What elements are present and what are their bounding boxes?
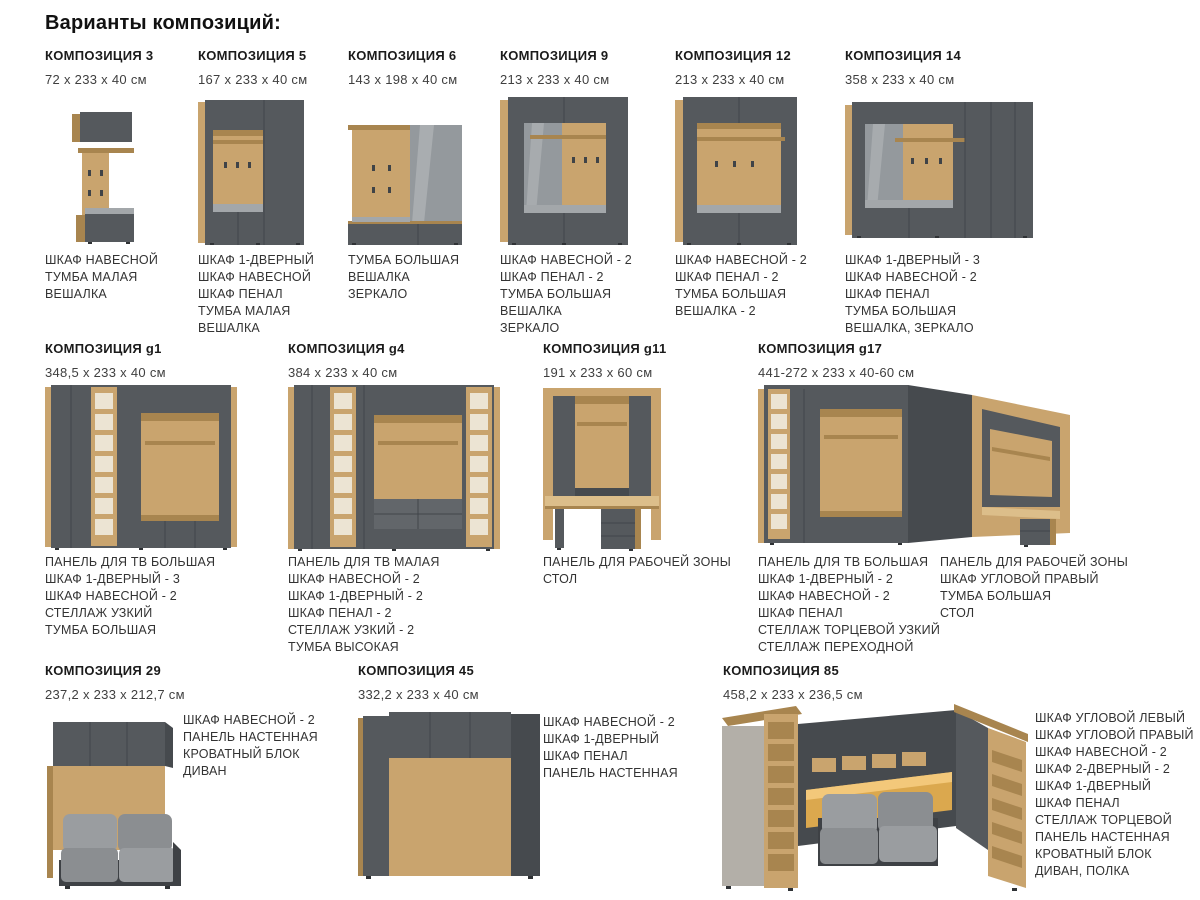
composition-name: КОМПОЗИЦИЯ g17 — [758, 341, 883, 356]
component-item: ШКАФ ПЕНАЛ - 2 — [675, 270, 779, 284]
component-item: ТУМБА БОЛЬШАЯ — [500, 287, 612, 301]
component-item: ШКАФ 1-ДВЕРНЫЙ - 2 — [288, 589, 423, 603]
component-item: ВЕШАЛКА, ЗЕРКАЛО — [845, 321, 974, 335]
composition-name: КОМПОЗИЦИЯ 5 — [198, 48, 307, 63]
component-item: ВЕШАЛКА — [348, 270, 410, 284]
component-list — [183, 712, 318, 780]
component-item: ПАНЕЛЬ ДЛЯ РАБОЧЕЙ ЗОНЫ — [940, 555, 1129, 569]
component-item: СТОЛ — [940, 606, 975, 620]
component-item: КРОВАТНЫЙ БЛОК — [1035, 847, 1152, 861]
component-list — [543, 554, 731, 588]
component-item: ШКАФ НАВЕСНОЙ - 2 — [758, 589, 890, 603]
component-item: ДИВАН — [183, 764, 227, 778]
composition-name: КОМПОЗИЦИЯ 12 — [675, 48, 791, 63]
component-item: СТЕЛЛАЖ УЗКИЙ — [45, 606, 153, 620]
component-item: ШКАФ НАВЕСНОЙ — [198, 270, 312, 284]
composition-name: КОМПОЗИЦИЯ 3 — [45, 48, 154, 63]
component-list — [1035, 710, 1194, 880]
component-item: ШКАФ УГЛОВОЙ ПРАВЫЙ — [1035, 728, 1194, 742]
component-item: ШКАФ НАВЕСНОЙ - 2 — [845, 270, 977, 284]
composition-dims: 358 x 233 x 40 см — [845, 72, 955, 87]
composition-name: КОМПОЗИЦИЯ g11 — [543, 341, 667, 356]
composition-g11-image — [543, 388, 661, 552]
composition-name: КОМПОЗИЦИЯ 6 — [348, 48, 457, 63]
composition-12-image — [675, 97, 797, 245]
composition-name: КОМПОЗИЦИЯ 9 — [500, 48, 609, 63]
component-item: ШКАФ ПЕНАЛ - 2 — [500, 270, 604, 284]
component-item: ПАНЕЛЬ ДЛЯ ТВ БОЛЬШАЯ — [45, 555, 216, 569]
component-list — [758, 554, 940, 656]
component-item: СТЕЛЛАЖ ТОРЦЕВОЙ УЗКИЙ — [758, 623, 941, 637]
component-list — [348, 252, 459, 303]
component-item: ШКАФ НАВЕСНОЙ - 2 — [1035, 745, 1167, 759]
composition-dims: 384 x 233 x 40 см — [288, 365, 398, 380]
composition-dims: 191 x 233 x 60 см — [543, 365, 653, 380]
component-item: ВЕШАЛКА — [198, 321, 260, 335]
component-list — [288, 554, 440, 656]
component-item: ШКАФ 1-ДВЕРНЫЙ - 3 — [845, 253, 980, 267]
component-item: ВЕШАЛКА — [500, 304, 562, 318]
component-list — [675, 252, 807, 320]
composition-dims: 143 x 198 x 40 см — [348, 72, 458, 87]
component-item: ПАНЕЛЬ НАСТЕННАЯ — [183, 730, 318, 744]
component-item: ТУМБА БОЛЬШАЯ — [845, 304, 957, 318]
component-item: ТУМБА БОЛЬШАЯ — [45, 623, 157, 637]
component-item: ШКАФ ПЕНАЛ — [845, 287, 930, 301]
component-item: ТУМБА БОЛЬШАЯ — [675, 287, 787, 301]
component-list — [45, 252, 158, 303]
component-list — [845, 252, 980, 337]
component-item: ШКАФ 1-ДВЕРНЫЙ - 2 — [758, 572, 893, 586]
composition-dims: 213 x 233 x 40 см — [500, 72, 610, 87]
composition-45-image — [358, 712, 540, 880]
composition-name: КОМПОЗИЦИЯ 85 — [723, 663, 839, 678]
composition-dims: 332,2 x 233 x 40 см — [358, 687, 479, 702]
composition-name: КОМПОЗИЦИЯ 45 — [358, 663, 474, 678]
composition-name: КОМПОЗИЦИЯ g1 — [45, 341, 162, 356]
component-item: ШКАФ 1-ДВЕРНЫЙ — [543, 732, 660, 746]
composition-name: КОМПОЗИЦИЯ 29 — [45, 663, 161, 678]
component-item: СТЕЛЛАЖ ПЕРЕХОДНОЙ — [758, 640, 914, 654]
component-item: КРОВАТНЫЙ БЛОК — [183, 747, 300, 761]
page-title: Варианты композиций: — [45, 12, 282, 34]
component-item: ДИВАН, ПОЛКА — [1035, 864, 1130, 878]
component-item: ТУМБА МАЛАЯ — [45, 270, 138, 284]
composition-dims: 458,2 x 233 x 236,5 см — [723, 687, 863, 702]
component-item: ШКАФ НАВЕСНОЙ - 2 — [288, 572, 420, 586]
composition-29-image — [45, 710, 185, 895]
component-item: ШКАФ 1-ДВЕРНЫЙ — [198, 253, 315, 267]
component-list — [45, 554, 215, 639]
component-item: ШКАФ ПЕНАЛ — [758, 606, 843, 620]
component-list — [500, 252, 632, 337]
component-item: ВЕШАЛКА — [45, 287, 107, 301]
composition-g4-image — [288, 385, 500, 552]
component-item: ШКАФ ПЕНАЛ — [1035, 796, 1120, 810]
component-list — [543, 714, 678, 782]
component-item: ВЕШАЛКА - 2 — [675, 304, 756, 318]
component-item: ШКАФ НАВЕСНОЙ - 2 — [500, 253, 632, 267]
component-list-secondary — [940, 554, 1128, 622]
composition-dims: 72 x 233 x 40 см — [45, 72, 147, 87]
composition-6-image — [348, 125, 464, 245]
component-item: ШКАФ УГЛОВОЙ ПРАВЫЙ — [940, 572, 1099, 586]
composition-g17-image — [758, 385, 1076, 552]
component-item: СТЕЛЛАЖ УЗКИЙ - 2 — [288, 623, 415, 637]
component-item: ТУМБА БОЛЬШАЯ — [348, 253, 460, 267]
component-item: ТУМБА ВЫСОКАЯ — [288, 640, 399, 654]
composition-3-image — [48, 112, 158, 244]
composition-9-image — [500, 97, 628, 245]
composition-g1-image — [45, 385, 237, 550]
component-item: ПАНЕЛЬ НАСТЕННАЯ — [1035, 830, 1170, 844]
composition-dims: 441-272 x 233 x 40-60 см — [758, 365, 915, 380]
component-item: ШКАФ НАВЕСНОЙ - 2 — [183, 713, 315, 727]
component-item: ШКАФ 2-ДВЕРНЫЙ - 2 — [1035, 762, 1170, 776]
composition-dims: 348,5 x 233 x 40 см — [45, 365, 166, 380]
component-item: ТУМБА МАЛАЯ — [198, 304, 291, 318]
component-item: ШКАФ 1-ДВЕРНЫЙ - 3 — [45, 572, 180, 586]
component-item: ЗЕРКАЛО — [348, 287, 408, 301]
composition-85-image — [722, 698, 1032, 896]
component-list — [198, 252, 314, 337]
component-item: ШКАФ НАВЕСНОЙ - 2 — [543, 715, 675, 729]
component-item: ШКАФ ПЕНАЛ — [198, 287, 283, 301]
component-item: ПАНЕЛЬ НАСТЕННАЯ — [543, 766, 678, 780]
component-item: ШКАФ ПЕНАЛ — [543, 749, 628, 763]
component-item: СТОЛ — [543, 572, 578, 586]
component-item: ШКАФ ПЕНАЛ - 2 — [288, 606, 392, 620]
composition-dims: 213 x 233 x 40 см — [675, 72, 785, 87]
composition-dims: 237,2 x 233 x 212,7 см — [45, 687, 185, 702]
composition-14-image — [845, 102, 1033, 238]
component-item: ШКАФ НАВЕСНОЙ - 2 — [675, 253, 807, 267]
component-item: ПАНЕЛЬ ДЛЯ ТВ МАЛАЯ — [288, 555, 440, 569]
composition-5-image — [198, 100, 312, 245]
component-item: СТЕЛЛАЖ ТОРЦЕВОЙ — [1035, 813, 1172, 827]
component-item: ТУМБА БОЛЬШАЯ — [940, 589, 1052, 603]
component-item: ШКАФ НАВЕСНОЙ — [45, 253, 159, 267]
composition-dims: 167 x 233 x 40 см — [198, 72, 308, 87]
component-item: ШКАФ НАВЕСНОЙ - 2 — [45, 589, 177, 603]
component-item: ШКАФ УГЛОВОЙ ЛЕВЫЙ — [1035, 711, 1186, 725]
composition-name: КОМПОЗИЦИЯ 14 — [845, 48, 961, 63]
composition-name: КОМПОЗИЦИЯ g4 — [288, 341, 405, 356]
component-item: ЗЕРКАЛО — [500, 321, 560, 335]
component-item: ПАНЕЛЬ ДЛЯ РАБОЧЕЙ ЗОНЫ — [543, 555, 732, 569]
component-item: ШКАФ 1-ДВЕРНЫЙ — [1035, 779, 1152, 793]
component-item: ПАНЕЛЬ ДЛЯ ТВ БОЛЬШАЯ — [758, 555, 929, 569]
